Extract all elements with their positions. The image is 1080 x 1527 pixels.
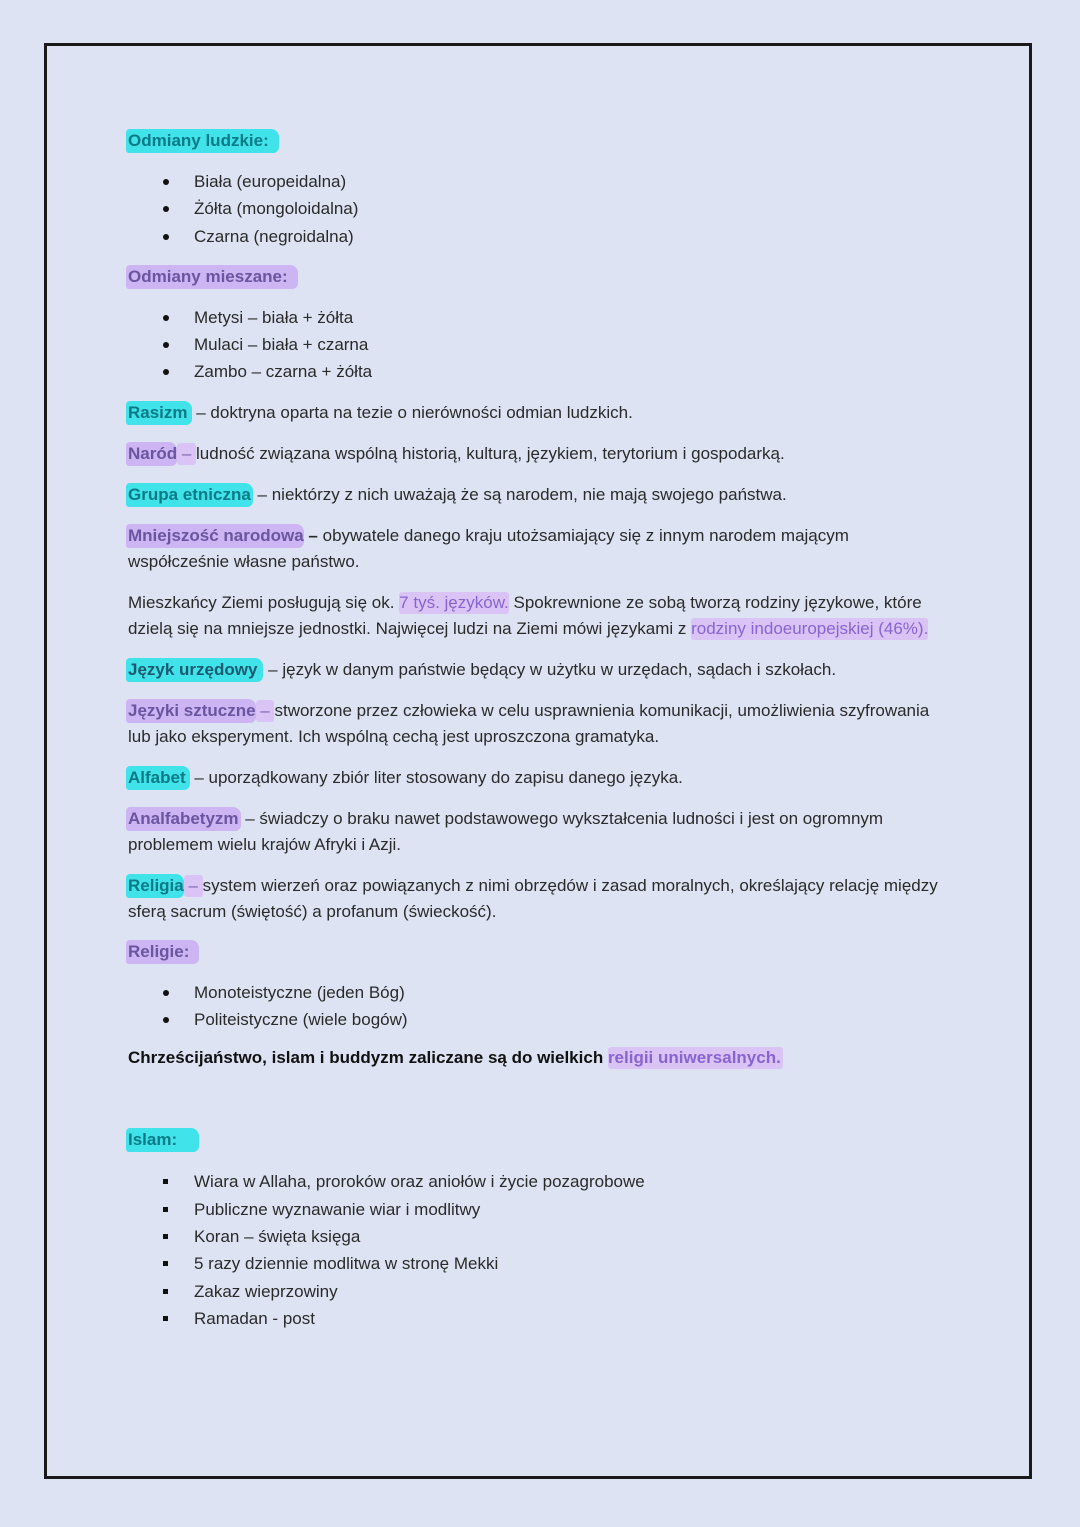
list-item: Monoteistyczne (jeden Bóg) [128,979,948,1006]
heading-odmiany-ludzkie: Odmiany ludzkie: [128,128,948,154]
list-item: Czarna (negroidalna) [128,223,948,250]
list-item: Metysi – biała + żółta [128,304,948,331]
heading-islam: Islam: [128,1127,948,1153]
list-item: Biała (europeidalna) [128,168,948,195]
list-item: Politeistyczne (wiele bogów) [128,1006,948,1033]
list-item: Mulaci – biała + czarna [128,331,948,358]
list-item: Zambo – czarna + żółta [128,358,948,385]
list-odmiany-mieszane [128,304,948,386]
heading-odmiany-mieszane: Odmiany mieszane: [128,264,948,290]
paragraph-jezyki-ziemi: Mieszkańcy Ziemi posługują się ok. 7 tyś. języków. Spokrewnione ze sobą tworzą rodziny językowe, które dzielą się na mniejsze jednostki. Najwięcej ludzi na Ziemi mówi językami z rodziny indoeuropejskiej (46%). [128,592,929,638]
list-item: Wiara w Allaha, proroków oraz aniołów i życie pozagrobowe [128,1168,948,1195]
list-item: Koran – święta księga [128,1223,948,1250]
list-odmiany-ludzkie [128,168,948,250]
definition-narod: Naród – ludność związana wspólną historią, kulturą, językiem, terytorium i gospodarką. [128,441,948,467]
definition-analfabetyzm: Analfabetyzm – świadczy o braku nawet podstawowego wykształcenia ludności i jest on ogromnym problemem wielu krajów Afryki i Azji. [128,808,884,854]
definition-jezyki-sztuczne: Języki sztuczne – stworzone przez człowieka w celu usprawnienia komunikacji, umożliwienia szyfrowania lub jako eksperyment. Ich wspólną cechą jest uproszczona gramatyka. [128,700,930,746]
list-item: Publiczne wyznawanie wiar i modlitwy [128,1196,948,1223]
list-religie [128,979,948,1034]
list-islam [128,1168,948,1332]
list-item: Ramadan - post [128,1305,948,1332]
definition-jezyk-urzedowy: Język urzędowy – język w danym państwie będący w użytku w urzędach, sądach i szkołach. [128,657,948,683]
list-item: Zakaz wieprzowiny [128,1278,948,1305]
paragraph-religie-uniwersalne: Chrześcijaństwo, islam i buddyzm zaliczane są do wielkich religii uniwersalnych. [128,1048,781,1068]
definition-rasizm: Rasizm – doktryna oparta na tezie o nierówności odmian ludzkich. [128,400,948,426]
list-item: Żółta (mongoloidalna) [128,195,948,222]
heading-religie: Religie: [128,939,948,965]
notes-content [128,128,948,1332]
definition-alfabet: Alfabet – uporządkowany zbiór liter stosowany do zapisu danego języka. [128,765,948,791]
definition-grupa-etniczna: Grupa etniczna – niektórzy z nich uważają że są narodem, nie mają swojego państwa. [128,482,948,508]
list-item: 5 razy dziennie modlitwa w stronę Mekki [128,1250,948,1277]
definition-religia: Religia – system wierzeń oraz powiązanych z nimi obrzędów i zasad moralnych, określający relację między sferą sacrum (świętość) a profanum (świeckość). [128,875,938,921]
definition-mniejszosc-narodowa: Mniejszość narodowa – obywatele danego kraju utożsamiający się z innym narodem mającym współcześnie własne państwo. [128,525,849,571]
